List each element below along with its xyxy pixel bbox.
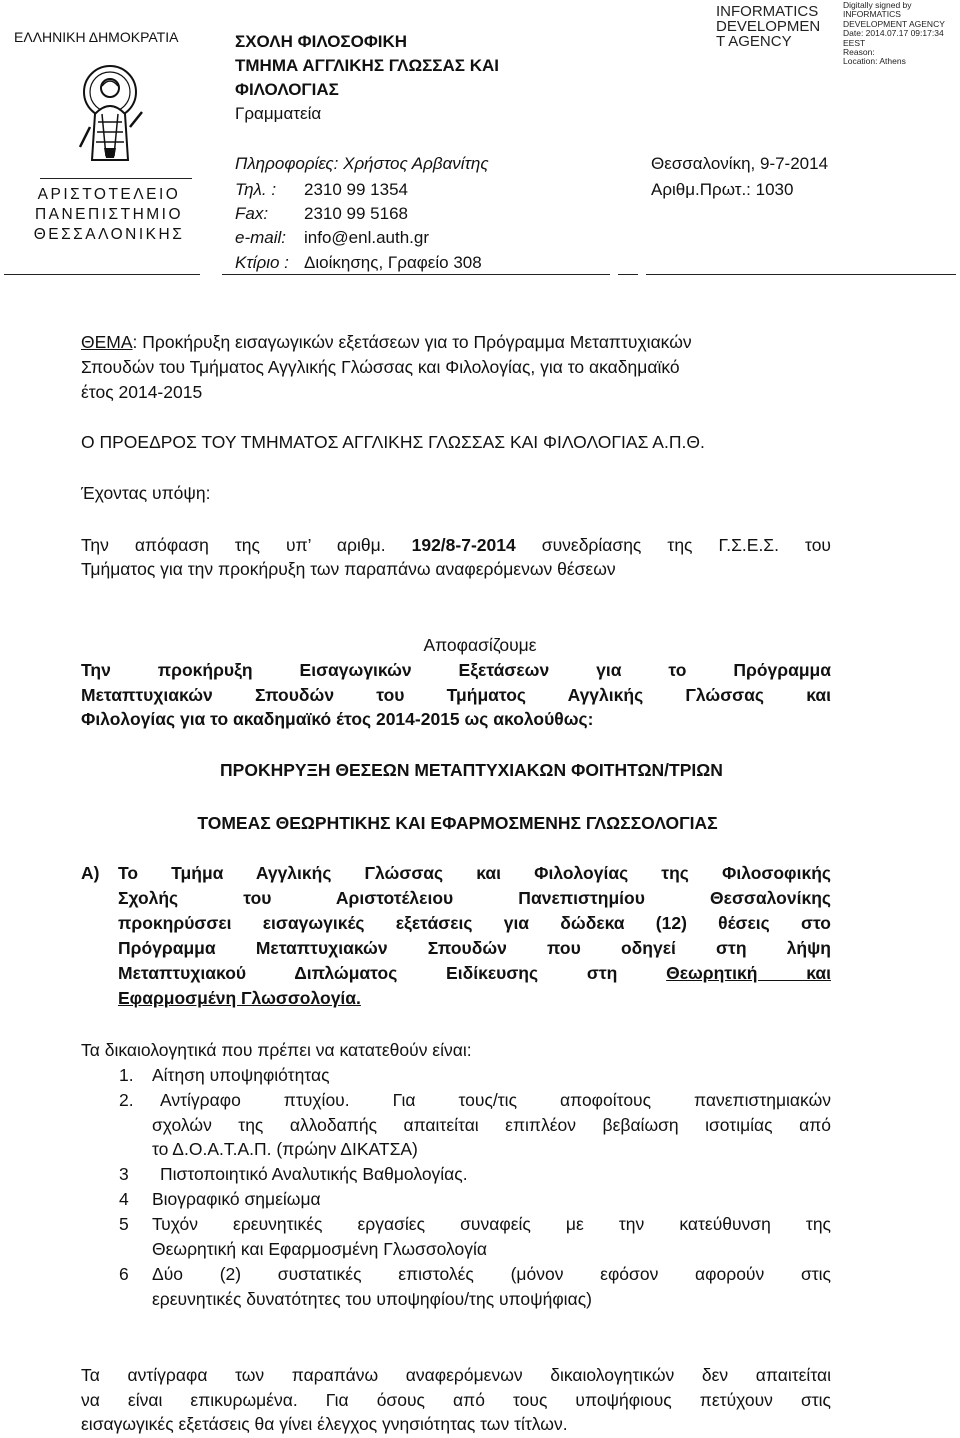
closing-line: Τα αντίγραφα των παραπάνω αναφερόμενων δικαιολογητικών δεν απαιτείται [81,1365,831,1385]
announce-line: Μεταπτυχιακών Σπουδών του Τμήματος Αγγλικής Γλώσσας και [81,685,831,705]
building-label: Κτίριο : [235,253,289,272]
chairman-heading: Ο ΠΡΟΕΔΡΟΣ ΤΟΥ ΤΜΗΜΑΤΟΣ ΑΓΓΛΙΚΗΣ ΓΛΩΣΣΑΣ ΚΑΙ ΦΙΛΟΛΟΓΙΑΣ Α.Π.Θ. [81,432,705,452]
email-label: e-mail: [235,228,287,247]
signature-detail-line: DEVELOPMENT AGENCY [843,18,945,29]
email-value[interactable]: info@enl.auth.gr [304,228,430,247]
school-name: ΣΧΟΛΗ ΦΙΛΟΣΟΦΙΚΗ [235,32,408,51]
section-a-line: Σχολής του Αριστοτέλειου Πανεπιστημίου Θεσσαλονίκης [118,888,831,908]
header-rule [4,274,200,275]
closing-line: να είναι επικυρωμένα. Για όσους από τους υποψήφιους πετύχουν στις [81,1390,831,1410]
decision-line [81,535,831,556]
signature-detail-line: Digitally signed by [843,0,912,10]
doc-number: 2. [119,1090,134,1110]
university-rule [40,178,192,179]
section-a-line: προκηρύσσει εισαγωγικές εξετάσεις για δώδεκα (12) θέσεις στο [118,913,831,933]
tel-value: 2310 99 1354 [304,180,408,199]
doc-text: Δύο (2) συστατικές επιστολές (μόνον εφόσον αφορούν στις [152,1264,831,1284]
fax-value: 2310 99 5168 [304,204,408,223]
doc-text: Βιογραφικό σημείωμα [152,1189,321,1209]
contact-person: Πληροφορίες: Χρήστος Αρβανίτης [235,154,489,173]
announce-line: Φιλολογίας για το ακαδημαϊκό έτος 2014-2015 ως ακολούθως: [81,709,594,729]
doc-text: Θεωρητική και Εφαρμοσμένη Γλωσσολογία [152,1239,488,1259]
section-a-line: Εφαρμοσμένη Γλωσσολογία. [118,988,361,1008]
university-name-line: ΘΕΣΣΑΛΟΝΙΚΗΣ [33,226,185,243]
docs-intro: Τα δικαιολογητικά που πρέπει να κατατεθούν είναι: [81,1040,472,1060]
decision-number: 192/8-7-2014 [411,535,516,555]
signature-detail-line: INFORMATICS [843,9,901,20]
university-name [14,185,204,245]
signature-detail-line: Reason: [843,47,875,58]
section-a-text: Μεταπτυχιακού Διπλώματος Ειδίκευσης στη [118,963,667,983]
signature-signer [716,4,820,49]
doc-text: σχολών της αλλοδαπής απαιτείται επιπλέον βεβαίωση ισοτιμίας από [152,1115,831,1135]
doc-number: 1. [119,1065,134,1085]
university-name-line: ΠΑΝΕΠΙΣΤΗΜΙΟ [34,206,184,223]
announce-line: Την προκήρυξη Εισαγωγικών Εξετάσεων για το Πρόγραμμα [81,660,831,680]
university-name-line: ΑΡΙΣΤΟΤΕΛΕΙΟ [37,186,181,203]
header-rule [646,274,956,275]
signature-details [843,1,945,67]
section-a-underlined: Θεωρητική και [666,963,831,983]
department-name-line: ΦΙΛΟΛΟΓΙΑΣ [235,80,339,99]
subject-line: έτος 2014-2015 [81,382,203,402]
section-a-marker: Α) [81,863,100,883]
section-a-line [118,963,831,984]
heading-positions: ΠΡΟΚΗΡΥΞΗ ΘΕΣΕΩΝ ΜΕΤΑΠΤΥΧΙΑΚΩΝ ΦΟΙΤΗΤΩΝ/ΤΡΙΩΝ [220,760,723,780]
tel-label: Τηλ. : [235,180,277,199]
section-a-line: Πρόγραμμα Μεταπτυχιακών Σπουδών που οδηγεί στη λήψη [118,938,831,958]
section-a-line: Το Τμήμα Αγγλικής Γλώσσας και Φιλολογίας της Φιλοσοφικής [118,863,831,883]
signature-signer-line: T AGENCY [716,33,792,50]
decision-line: Τμήματος για την προκήρυξη των παραπάνω αναφερόμενων θέσεων [81,559,616,579]
considering-label: Έχοντας υπόψη: [81,483,211,503]
heading-sector: ΤΟΜΕΑΣ ΘΕΩΡΗΤΙΚΗΣ ΚΑΙ ΕΦΑΡΜΟΣΜΕΝΗΣ ΓΛΩΣΣΟΛΟΓΙΑΣ [197,813,718,833]
building-value: Διοίκησης, Γραφείο 308 [304,253,482,272]
subject-line: Σπουδών του Τμήματος Αγγλικής Γλώσσας και Φιλολογίας, για το ακαδημαϊκό [81,357,680,377]
doc-text: Πιστοποιητικό Αναλυτικής Βαθμολογίας. [160,1164,468,1184]
closing-line: εισαγωγικές εξετάσεις θα γίνει έλεγχος γνησιότητας των τίτλων. [81,1414,568,1434]
subject-text: : Προκήρυξη εισαγωγικών εξετάσεων για το Πρόγραμμα Μεταπτυχιακών [132,332,692,352]
doc-text: το Δ.Ο.Α.Τ.Α.Π. (πρώην ΔΙΚΑΤΣΑ) [152,1139,418,1159]
republic-label: ΕΛΛΗΝΙΚΗ ΔΗΜΟΚΡΑΤΙΑ [14,29,179,45]
decision-text: Την απόφαση της υπ’ αριθμ. [81,535,412,555]
signature-detail-line: Location: Athens [843,56,906,67]
doc-number: 3 [119,1164,129,1184]
subject-label: ΘΕΜΑ [81,332,133,352]
doc-text: Τυχόν ερευνητικές εργασίες συναφείς με την κατεύθυνση της [152,1214,831,1234]
decision-text: συνεδρίασης της Γ.Σ.Ε.Σ. του [515,535,831,555]
office-name: Γραμματεία [235,104,322,123]
doc-text: ερευνητικές δυνατότητες του υποψηφίου/της υποψήφιας) [152,1289,592,1309]
doc-number: 6 [119,1264,129,1284]
doc-number: 5 [119,1214,129,1234]
fax-label: Fax: [235,204,269,223]
protocol-number: Αριθμ.Πρωτ.: 1030 [651,180,794,199]
signature-detail-line: EEST [843,37,866,48]
signature-signer-line: INFORMATICS [716,3,819,20]
header-rule [222,274,610,275]
place-date: Θεσσαλονίκη, 9-7-2014 [651,154,829,173]
header-rule [618,274,638,275]
subject-line [81,332,692,353]
signature-detail-line: Date: 2014.07.17 09:17:34 [843,28,944,39]
signature-signer-line: DEVELOPMEN [716,18,821,35]
school-block [235,30,499,126]
we-decide: Αποφασίζουμε [423,635,537,655]
department-name-line: ΤΜΗΜΑ ΑΓΓΛΙΚΗΣ ΓΛΩΣΣΑΣ ΚΑΙ [235,56,499,75]
university-emblem [62,52,158,164]
doc-text: Αντίγραφο πτυχίου. Για τους/τις αποφοίτους πανεπιστημιακών [160,1090,831,1110]
doc-number: 4 [119,1189,129,1209]
doc-text: Αίτηση υποψηφιότητας [152,1065,330,1085]
